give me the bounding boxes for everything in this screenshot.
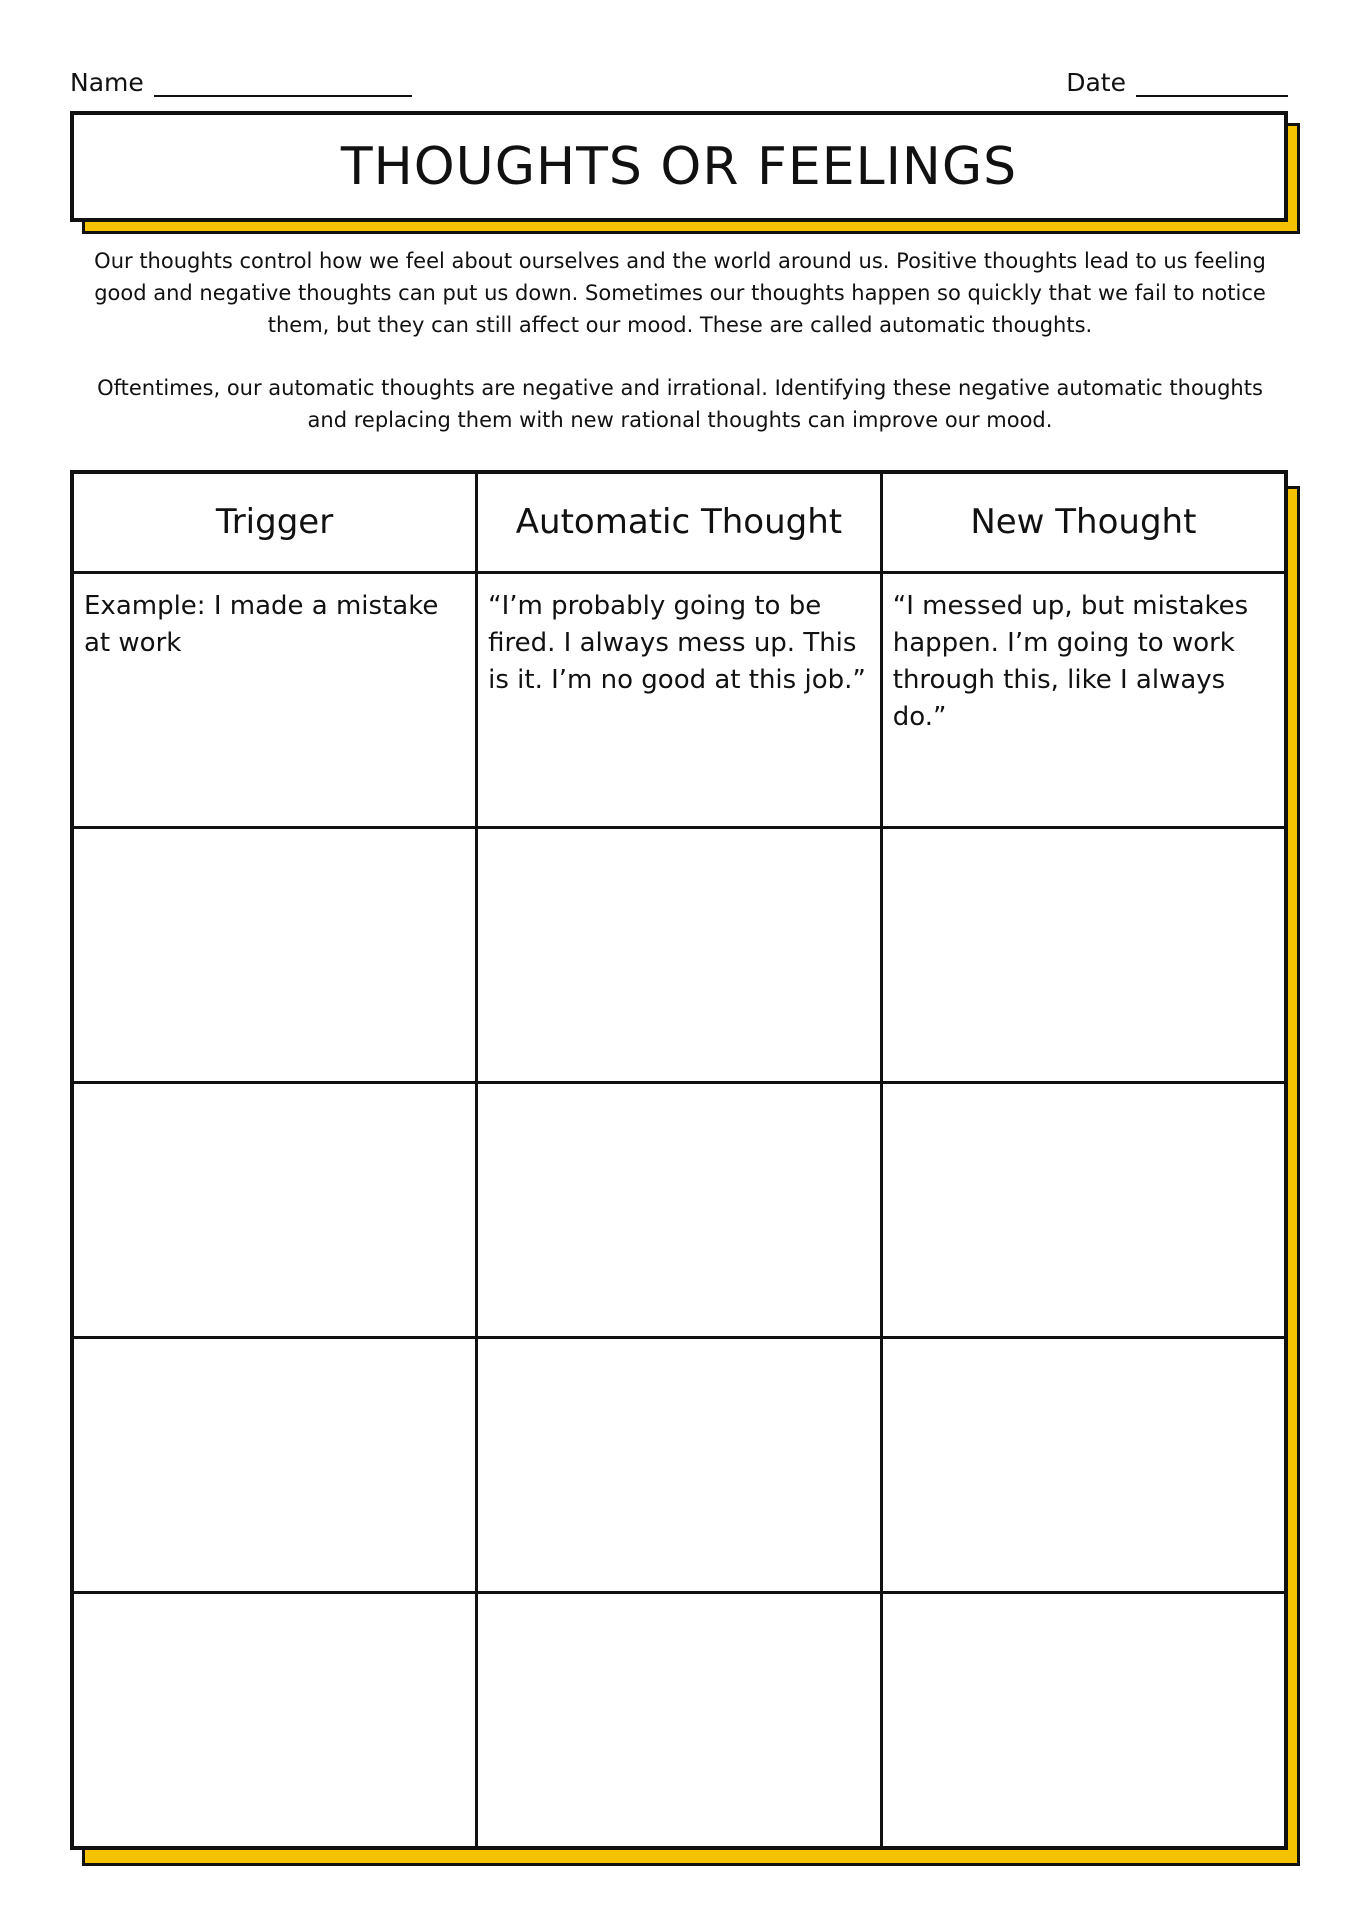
worksheet-table [70, 470, 1288, 1850]
cell-new-thought[interactable] [881, 827, 1286, 1082]
intro-paragraph-1: Our thoughts control how we feel about ourselves and the world around us. Positive thoughts lead to us feeling good and negative thoughts can put us down. Sometimes our thoughts happen so quickly that we fail to notice them, but they can still affect our mood. These are called automatic thoughts. [94, 249, 1266, 337]
cell-automatic-thought[interactable] [477, 1338, 882, 1593]
cell-trigger[interactable] [72, 1593, 477, 1848]
intro-paragraph-2: Oftentimes, our automatic thoughts are negative and irrational. Identifying these negative automatic thoughts and replacing them with new rational thoughts can improve our mood. [97, 376, 1263, 432]
cell-trigger: Example: I made a mistake at work [72, 572, 477, 827]
date-input-line[interactable] [1136, 71, 1288, 97]
table-row [72, 572, 1286, 827]
table-row [72, 1593, 1286, 1848]
cell-trigger[interactable] [72, 827, 477, 1082]
date-field [1066, 68, 1288, 97]
header-automatic-thought: Automatic Thought [477, 472, 882, 572]
cell-automatic-thought[interactable] [477, 1593, 882, 1848]
page-title: THOUGHTS OR FEELINGS [70, 111, 1288, 222]
header-new-thought: New Thought [881, 472, 1286, 572]
cell-automatic-thought[interactable] [477, 1082, 882, 1337]
name-field [70, 68, 412, 97]
cell-new-thought[interactable] [881, 1593, 1286, 1848]
table-row [72, 1082, 1286, 1337]
cell-trigger[interactable] [72, 1082, 477, 1337]
cell-new-thought: “I messed up, but mistakes happen. I’m going to work through this, like I always do.” [881, 572, 1286, 827]
cell-trigger[interactable] [72, 1338, 477, 1593]
cell-new-thought[interactable] [881, 1338, 1286, 1593]
worksheet-table-wrap [70, 470, 1288, 1850]
table-header-row [72, 472, 1286, 572]
table-row [72, 827, 1286, 1082]
cell-automatic-thought: “I’m probably going to be fired. I always mess up. This is it. I’m no good at this job.” [477, 572, 882, 827]
name-label: Name [70, 68, 144, 97]
name-input-line[interactable] [154, 71, 412, 97]
date-label: Date [1066, 68, 1126, 97]
title-banner [70, 111, 1288, 222]
cell-automatic-thought[interactable] [477, 827, 882, 1082]
table-row [72, 1338, 1286, 1593]
header-fields [70, 68, 1288, 108]
header-trigger: Trigger [72, 472, 477, 572]
cell-new-thought[interactable] [881, 1082, 1286, 1337]
